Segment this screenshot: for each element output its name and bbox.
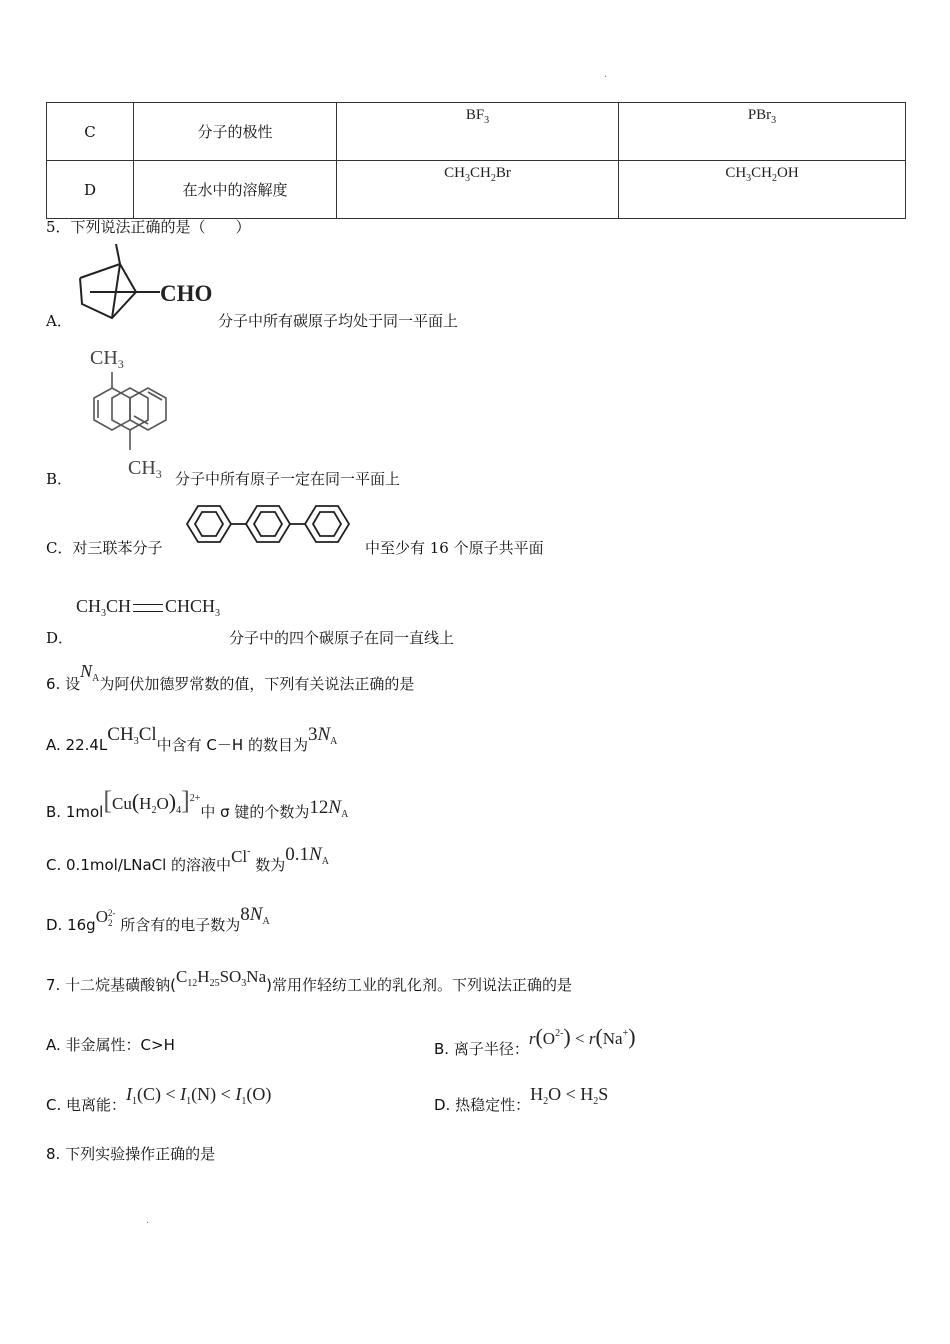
q5-stem: 5．下列说法正确的是（ ）: [46, 218, 251, 236]
q6-option-b: B. $1mol[Cu(H_2O)_4]^{2+}$中 σ 键的个数为$12N_A$: [46, 786, 349, 821]
q7-option-c: C. 电离能：$I_1(C) < I_1(N) < I_1(O)$: [46, 1084, 272, 1114]
q5-d-text: 分子中的四个碳原子在同一直线上: [229, 629, 455, 647]
q5-b-label: B．: [46, 470, 73, 488]
terphenyl-structure: [174, 502, 364, 548]
q5-c-label: C．对三联苯分子: [46, 539, 163, 557]
table-row: [47, 103, 906, 161]
row-property: 在水中的溶解度: [134, 161, 337, 219]
cho-group: CHO: [160, 281, 213, 306]
q6-option-d: D. 16gO 2- 2 所含有的电子数为$8N_A$: [46, 904, 270, 934]
formula-pbr3: PBr$_3$: [619, 103, 906, 161]
page-dot-bottom: ·: [146, 1218, 150, 1229]
formula-ch3ch2br: $CH_3CH_2Br$: [337, 161, 619, 219]
butene-formula: $CH_3CH$ $CHCH_3$: [76, 596, 221, 619]
table-row: [47, 161, 906, 219]
q5-c-text: 中至少有 16 个原子共平面: [365, 539, 544, 557]
q4-table: [46, 102, 906, 219]
row-label: C: [47, 103, 134, 161]
svg-text:CH3: $CH_3$: [128, 457, 162, 481]
q7-stem: 7. 十二烷基磺酸钠$(C_{12}H_{25}SO_3Na)$常用作轻纺工业的乳化剂。下列说法正确的是: [46, 967, 572, 994]
svg-text:CH3: $CH_3$: [90, 347, 124, 371]
row-label: D: [47, 161, 134, 219]
row-property: 分子的极性: [134, 103, 337, 161]
q7-option-d: D. 热稳定性：$H_2O < H_2S$: [434, 1084, 609, 1114]
formula-ch3ch2oh: $CH_3CH_2OH$: [619, 161, 906, 219]
q5-a-text: 分子中所有碳原子均处于同一平面上: [218, 312, 459, 330]
q5-a-label: A．: [46, 312, 72, 330]
q6-option-c: C. 0.1mol/LNaCl 的溶液中Cl- 数为$0.1N_A$: [46, 844, 329, 874]
q6-stem: 6. 设$N_A$为阿伏加德罗常数的值，下列有关说法正确的是: [46, 661, 415, 693]
q7-option-a: A. 非金属性：C>H: [46, 1036, 175, 1054]
q5-d-label: D．: [46, 629, 74, 647]
q7-option-b: B. 离子半径：$r(O^{2-}) < r(Na^+)$: [434, 1024, 636, 1058]
bicyclic-aldehyde-structure: [72, 240, 222, 326]
q8-stem: 8. 下列实验操作正确的是: [46, 1145, 216, 1163]
q5-b-text: 分子中所有原子一定在同一平面上: [175, 470, 401, 488]
formula-bf3: $BF_3$: [337, 103, 619, 161]
dimethylnaphthalene-structure: [72, 342, 172, 482]
q6-option-a: A. $22.4LCH_3Cl$中含有 C－H 的数目为$3N_A$: [46, 724, 338, 754]
page-dot: ·: [604, 72, 608, 83]
